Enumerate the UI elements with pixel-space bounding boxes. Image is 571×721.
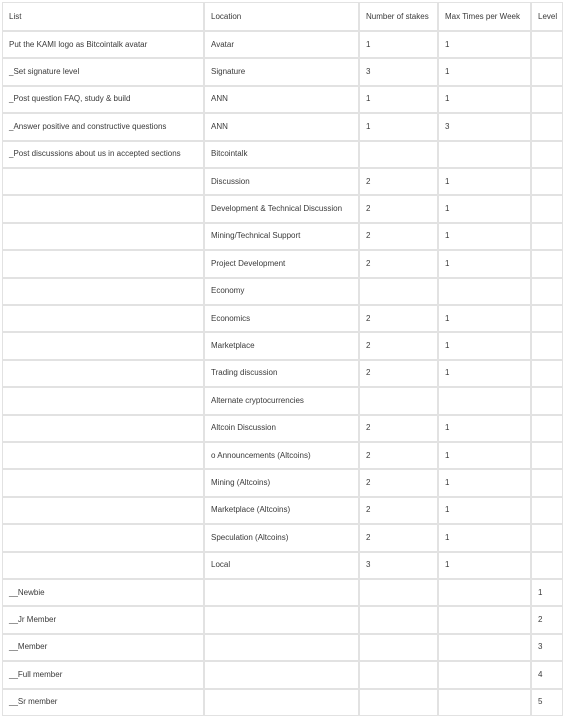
member-name-cell: __Member: [2, 634, 204, 661]
location-cell: Economy: [204, 278, 359, 305]
max-times-cell: 1: [438, 332, 531, 359]
stakes-cell: 2: [359, 442, 438, 469]
location-cell: Bitcointalk: [204, 141, 359, 168]
level-cell: [531, 278, 563, 305]
member-name-cell: __Sr member: [2, 689, 204, 716]
header-list: List: [2, 2, 204, 31]
list-cell: [2, 524, 204, 551]
level-cell: 1: [531, 579, 563, 606]
list-cell: _Set signature level: [2, 58, 204, 85]
list-cell: [2, 168, 204, 195]
level-cell: [531, 332, 563, 359]
location-cell: Economics: [204, 305, 359, 332]
location-cell: Local: [204, 552, 359, 579]
list-cell: [2, 195, 204, 222]
stakes-cell: 3: [359, 58, 438, 85]
max-times-cell: 1: [438, 250, 531, 277]
list-cell: [2, 497, 204, 524]
stakes-cell: [359, 634, 438, 661]
stakes-cell: 2: [359, 250, 438, 277]
list-cell: _Post discussions about us in accepted sections: [2, 141, 204, 168]
location-cell: [204, 661, 359, 688]
level-cell: [531, 223, 563, 250]
max-times-cell: 1: [438, 31, 531, 58]
location-cell: Mining/Technical Support: [204, 223, 359, 250]
level-cell: 5: [531, 689, 563, 716]
stakes-cell: 2: [359, 168, 438, 195]
location-cell: [204, 634, 359, 661]
stakes-cell: 2: [359, 497, 438, 524]
stakes-cell: 2: [359, 524, 438, 551]
stakes-cell: [359, 278, 438, 305]
max-times-cell: 1: [438, 58, 531, 85]
location-cell: Signature: [204, 58, 359, 85]
stakes-cell: 2: [359, 195, 438, 222]
level-cell: [531, 497, 563, 524]
list-cell: Put the KAMI logo as Bitcointalk avatar: [2, 31, 204, 58]
max-times-cell: 1: [438, 360, 531, 387]
list-cell: _Post question FAQ, study & build: [2, 86, 204, 113]
max-times-cell: 3: [438, 113, 531, 140]
level-cell: 2: [531, 606, 563, 633]
list-cell: [2, 415, 204, 442]
location-cell: ANN: [204, 86, 359, 113]
list-cell: [2, 469, 204, 496]
level-cell: [531, 552, 563, 579]
location-cell: Alternate cryptocurrencies: [204, 387, 359, 414]
stakes-cell: [359, 661, 438, 688]
max-times-cell: 1: [438, 415, 531, 442]
max-times-cell: 1: [438, 86, 531, 113]
stakes-cell: [359, 579, 438, 606]
header-max-times-per-week: Max Times per Week: [438, 2, 531, 31]
max-times-cell: [438, 661, 531, 688]
level-cell: [531, 58, 563, 85]
location-cell: Discussion: [204, 168, 359, 195]
stakes-cell: 2: [359, 360, 438, 387]
max-times-cell: [438, 278, 531, 305]
level-cell: [531, 360, 563, 387]
level-cell: [531, 86, 563, 113]
list-cell: [2, 223, 204, 250]
location-cell: Marketplace: [204, 332, 359, 359]
max-times-cell: 1: [438, 223, 531, 250]
level-cell: [531, 524, 563, 551]
level-cell: [531, 469, 563, 496]
stakes-cell: 3: [359, 552, 438, 579]
stakes-cell: [359, 606, 438, 633]
stakes-cell: [359, 387, 438, 414]
list-cell: [2, 278, 204, 305]
list-cell: [2, 360, 204, 387]
location-cell: o Announcements (Altcoins): [204, 442, 359, 469]
max-times-cell: [438, 689, 531, 716]
max-times-cell: 1: [438, 524, 531, 551]
level-cell: [531, 387, 563, 414]
list-cell: [2, 442, 204, 469]
level-cell: [531, 305, 563, 332]
level-cell: [531, 31, 563, 58]
level-cell: [531, 442, 563, 469]
max-times-cell: 1: [438, 168, 531, 195]
header-number-of-stakes: Number of stakes: [359, 2, 438, 31]
max-times-cell: [438, 141, 531, 168]
list-cell: [2, 305, 204, 332]
member-name-cell: __Full member: [2, 661, 204, 688]
list-cell: [2, 332, 204, 359]
stakes-cell: 2: [359, 332, 438, 359]
location-cell: [204, 579, 359, 606]
location-cell: Avatar: [204, 31, 359, 58]
level-cell: [531, 168, 563, 195]
stakes-cell: 1: [359, 31, 438, 58]
level-cell: [531, 141, 563, 168]
stakes-cell: 2: [359, 305, 438, 332]
level-cell: 3: [531, 634, 563, 661]
location-cell: ANN: [204, 113, 359, 140]
max-times-cell: 1: [438, 442, 531, 469]
location-cell: Mining (Altcoins): [204, 469, 359, 496]
level-cell: [531, 415, 563, 442]
member-name-cell: __Newbie: [2, 579, 204, 606]
max-times-cell: [438, 606, 531, 633]
location-cell: [204, 689, 359, 716]
stakes-cell: 1: [359, 86, 438, 113]
location-cell: Development & Technical Discussion: [204, 195, 359, 222]
max-times-cell: [438, 579, 531, 606]
location-cell: Marketplace (Altcoins): [204, 497, 359, 524]
list-cell: [2, 552, 204, 579]
level-cell: [531, 250, 563, 277]
max-times-cell: [438, 634, 531, 661]
list-cell: [2, 387, 204, 414]
stakes-cell: 2: [359, 415, 438, 442]
max-times-cell: 1: [438, 497, 531, 524]
max-times-cell: 1: [438, 469, 531, 496]
header-location: Location: [204, 2, 359, 31]
stakes-cell: 2: [359, 469, 438, 496]
stakes-cell: [359, 141, 438, 168]
stakes-cell: 2: [359, 223, 438, 250]
header-level: Level: [531, 2, 563, 31]
max-times-cell: 1: [438, 552, 531, 579]
location-cell: Speculation (Altcoins): [204, 524, 359, 551]
stakes-cell: [359, 689, 438, 716]
stakes-cell: 1: [359, 113, 438, 140]
max-times-cell: [438, 387, 531, 414]
level-cell: [531, 195, 563, 222]
location-cell: Trading discussion: [204, 360, 359, 387]
list-cell: _Answer positive and constructive questions: [2, 113, 204, 140]
max-times-cell: 1: [438, 195, 531, 222]
level-cell: [531, 113, 563, 140]
location-cell: [204, 606, 359, 633]
member-name-cell: __Jr Member: [2, 606, 204, 633]
location-cell: Altcoin Discussion: [204, 415, 359, 442]
max-times-cell: 1: [438, 305, 531, 332]
level-cell: 4: [531, 661, 563, 688]
list-cell: [2, 250, 204, 277]
location-cell: Project Development: [204, 250, 359, 277]
